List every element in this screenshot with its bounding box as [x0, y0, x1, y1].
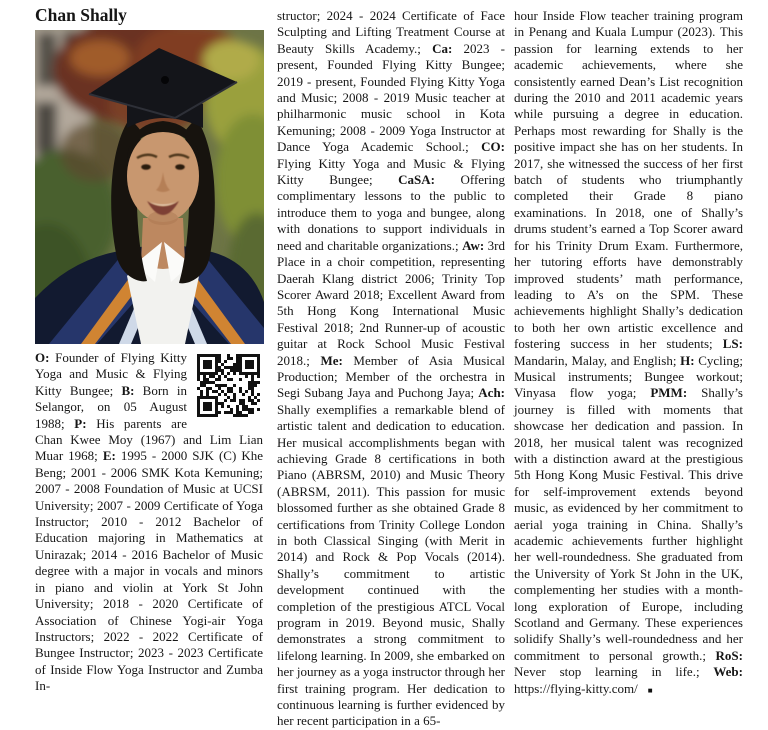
bio-text-middle: structor; 2024 - 2024 Certificate of Face Sculpting and Lifting Treatment Course at Beauty Skills Academy.; Ca: 2023 - present, Founded Flying Kitty Bungee; 2019 - present, Founded Flying Kitty Yoga and Music; 2008 - 2019 Music teacher at philharmonic music school in Kota Kemuning; 2008 - 2009 Yoga Instructor at Dance Yoga Academic School.; CO: Flying Kitty Yoga and Music & Flying Kitty Bungee; CaSA: Offering complimentary lessons to the public to introduce them to yoga and bungee, along with donations to support individuals in need and charitable organizations.; Aw: 3rd Place in a choir competition, representing Daerah Klang district 2006; Trinity Top Scorer Award 2018; Excellent Award from 5th Hong Kong International Music Festival 2018; 2nd Runner-up of acoustic guitar at Rock School Music Festival 2018.; Me: Member of Asia Musical Production; Member of the orchestra in Segi Subang Jaya and Puchong Jaya; Ach: Shally exemplifies a remarkable blend of artistic talent and dedication to education. Her musical accomplishments began with achieving Grade 8 certifications in both Piano (ABRSM, 2010) and Music Theory (ABRSM, 2011). This passion for music blossomed further as she obtained Grade 8 certifications from Trinity College London in both Classical Singing (with Merit in 2014) and Rock & Pop Vocals (2014). Shally’s commitment to artistic development continued with the completion of the prestigious ATCL Vocal program in 2019. Beyond music, Shally demonstrates a strong commitment to lifelong learning. In 2009, she embarked on her journey as a yoga instructor through her first training program. Her dedication to continuous learning is further evidenced by her recent participation in a 65-: [277, 8, 506, 729]
end-of-entry-marker: ■: [647, 685, 653, 695]
field-label: LS:: [722, 336, 743, 352]
field-label: H:: [680, 352, 695, 368]
graduate-photo: [35, 30, 264, 344]
column-middle: [277, 8, 505, 730]
field-label: B:: [121, 382, 135, 398]
bio-left-segments: O: Founder of Flying Kitty Yoga and Music & Flying Kitty Bungee; B: Born in Selangor, on 05 August 1988; P: His parents are Chan Kwee Moy (1967) and Lim Lian Muar 1968; E: 1995 - 2000 SJK (C) Khe Beng; 2001 - 2006 SMK Kota Kemuning; 2007 - 2008 Foundation of Music at UCSI University; 2007 - 2009 Certificate of Yoga Instructor; 2010 - 2012 Bachelor of Education majoring in Mathematics at Unirazak; 2014 - 2016 Bachelor of Music degree with a major in vocals and minors in piano and violin at York St John University; 2018 - 2020 Certificate of Association of Chinese Yogi-air Yoga Instructors; 2022 - 2022 Certificate of Bungee Instructor; 2023 - 2023 Certificate of Inside Flow Yoga Instructor and Zumba In-: [35, 350, 263, 694]
column-right: [514, 8, 743, 699]
column-left: [35, 5, 263, 695]
bio-text-right: [514, 8, 743, 699]
qr-code: [194, 351, 263, 420]
field-label: PMM:: [650, 385, 688, 401]
entry-name-heading: Chan Shally: [35, 5, 127, 25]
field-label: CO:: [481, 139, 505, 155]
bio-right-segments: hour Inside Flow teacher training program in Penang and Kuala Lumpur (2023). This passion for learning extends to her academic achievements, where she consistently earned Dean’s List recognition during the 2010 and 2011 academic years while pursuing a degree in education. Perhaps most rewarding for Shally is the positive impact she has on her students. In 2017, she witnessed the success of her first batch of students who triumphantly completed their Grade 8 piano examinations. In 2018, one of Shally’s drums student’s earned a Top Scorer award for his Trinity Drum Exam. Furthermore, her tutoring efforts have demonstrably improved students’ math performance, leading to A’s on the SPM. These achievements highlight Shally’s dedication to both her own artistic excellence and fostering success in her students; LS: Mandarin, Malay, and English; H: Cycling; Musical instruments; Bungee workout; Vinyasa flow yoga; PMM: Shally’s journey is filled with moments that showcase her dedication and passion. In 2018, her musical talent was recognized with a distinction award at the prestigious 5th Hong Kong Music Festival. This drive for self-improvement extends beyond music, as evidenced by her commitment to aerial yoga training in China. Shally’s academic achievements further highlight her well-roundedness. She graduated from the University of York St John in the UK, complementing her studies with a month-long exploration of Europe, including Scotland and Germany. These experiences solidify Shally’s well-roundedness and her commitment to personal growth.; RoS: Never stop learning in life.; Web: https://flying-kitty.com/: [514, 8, 744, 696]
field-label: P:: [74, 415, 87, 431]
field-label: O:: [35, 350, 50, 365]
field-label: Ach:: [478, 385, 505, 401]
field-label: E:: [102, 448, 116, 464]
field-label: Aw:: [462, 237, 485, 253]
field-label: Web:: [713, 664, 743, 680]
field-label: RoS:: [715, 647, 743, 663]
graduate-photo-illustration: [35, 30, 264, 344]
field-label: CaSA:: [398, 172, 435, 188]
field-label: Ca:: [432, 40, 453, 56]
bio-text-left: [35, 350, 263, 695]
field-label: Me:: [320, 352, 343, 368]
website-url: https://flying-kitty.com/: [514, 680, 638, 696]
